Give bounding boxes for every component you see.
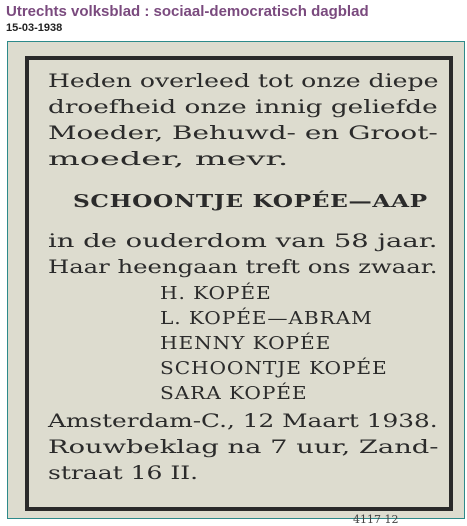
signatory: HENNY KOPÉE (160, 333, 332, 354)
publication-date: 15-03-1938 (6, 22, 63, 34)
newspaper-title[interactable]: Utrechts volksblad : sociaal-democratisch dagblad (6, 3, 369, 20)
detail-line: in de ouderdom van 58 jaar. (48, 230, 438, 252)
closing-line: Amsterdam-C., 12 Maart 1938. (48, 410, 438, 432)
signatory: SCHOONTJE KOPÉE (160, 358, 388, 379)
intro-line: Heden overleed tot onze diepe (48, 70, 439, 92)
intro-line: droefheid onze innig geliefde (48, 96, 438, 118)
signatory: SARA KOPÉE (160, 383, 308, 404)
detail-line: Haar heengaan treft ons zwaar. (48, 256, 438, 278)
source-header (6, 3, 369, 35)
bottom-rule (25, 508, 453, 511)
deceased-name: SCHOONTJE KOPÉE—AAP (73, 191, 428, 212)
signatory: H. KOPÉE (160, 283, 272, 304)
closing-line: straat 16 II. (48, 462, 199, 484)
intro-line: Moeder, Behuwd- en Groot- (48, 122, 438, 144)
closing-line: Rouwbeklag na 7 uur, Zand- (48, 436, 439, 458)
signatory: L. KOPÉE—ABRAM (160, 308, 373, 329)
newspaper-clipping (7, 41, 465, 526)
intro-line: moeder, mevr. (48, 148, 289, 170)
cut-off-text: 4117 12 (353, 513, 399, 526)
